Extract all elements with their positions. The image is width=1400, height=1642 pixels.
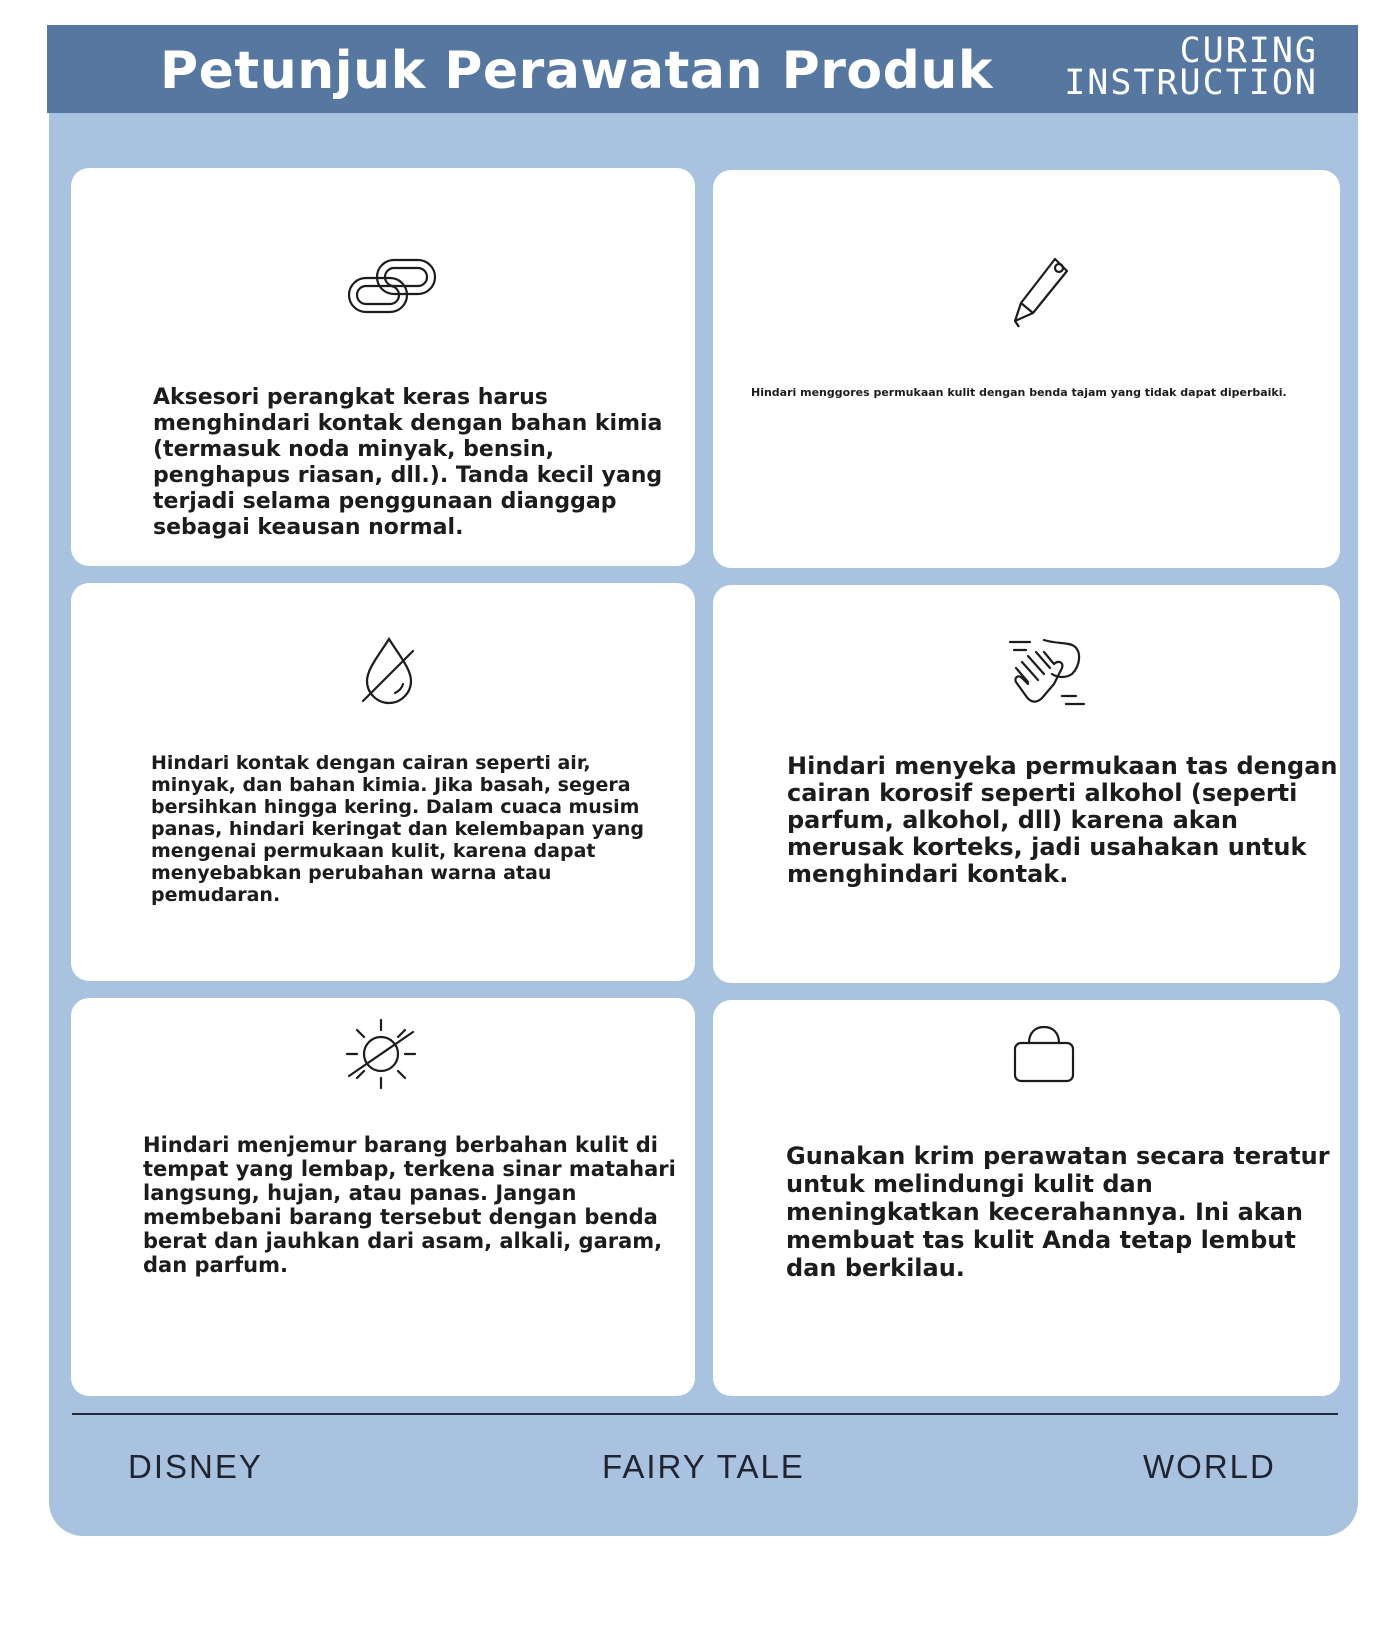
care-card-scratch — [713, 170, 1340, 568]
care-card-liquid — [71, 583, 695, 981]
care-card-cream — [713, 1000, 1340, 1396]
card-text: Hindari kontak dengan cairan seperti air, minyak, dan bahan kimia. Jika basah, segera bersihkan hingga kering. Dalam cuaca musim panas, hindari keringat dan kelembapan yang mengenai permukaan kulit, karena dapat menyebabkan perubahan warna atau pemudaran. — [151, 752, 645, 906]
header-subtitle — [1064, 31, 1318, 103]
cutter-knife-icon — [1013, 257, 1069, 329]
no-water-drop-icon — [361, 635, 417, 707]
care-card-sun — [71, 998, 695, 1396]
footer-center: FAIRY TALE — [602, 1448, 805, 1485]
card-text: Hindari menggores permukaan kulit dengan benda tajam yang tidak dapat diperbaiki. — [751, 386, 1287, 399]
card-text: Aksesori perangkat keras harus menghindari kontak dengan bahan kimia (termasuk noda minyak, bensin, penghapus riasan, dll.). Tanda kecil yang terjadi selama penggunaan dianggap sebagai keausan normal. — [153, 385, 663, 540]
card-text: Gunakan krim perawatan secara teratur untuk melindungi kulit dan meningkatkan kecerahannya. Ini akan membuat tas kulit Anda tetap lembut dan berkilau. — [786, 1142, 1330, 1282]
card-text: Hindari menyeka permukaan tas dengan cairan korosif seperti alkohol (seperti parfum, alkohol, dll) karena akan merusak korteks, jadi usahakan untuk menghindari kontak. — [787, 752, 1338, 888]
header-bar — [47, 25, 1358, 113]
footer-left: DISNEY — [128, 1448, 263, 1485]
footer-divider — [72, 1413, 1338, 1415]
footer-right: WORLD — [1143, 1448, 1276, 1485]
subtitle-line-1: CURING — [1179, 31, 1318, 71]
care-card-corrosive — [713, 585, 1340, 983]
care-card-hardware — [71, 168, 695, 566]
subtitle-line-2: INSTRUCTION — [1064, 63, 1318, 103]
bag-icon — [1013, 1025, 1075, 1083]
no-sun-icon — [345, 1018, 417, 1090]
page-title: Petunjuk Perawatan Produk — [160, 41, 993, 101]
card-text: Hindari menjemur barang berbahan kulit di tempat yang lembap, terkena sinar matahari langsung, hujan, atau panas. Jangan membebani barang tersebut dengan benda berat dan jauhkan dari asam, alkali, garam, dan parfum. — [143, 1133, 676, 1277]
chain-link-icon — [347, 258, 439, 318]
hand-wipe-icon — [1008, 638, 1088, 714]
